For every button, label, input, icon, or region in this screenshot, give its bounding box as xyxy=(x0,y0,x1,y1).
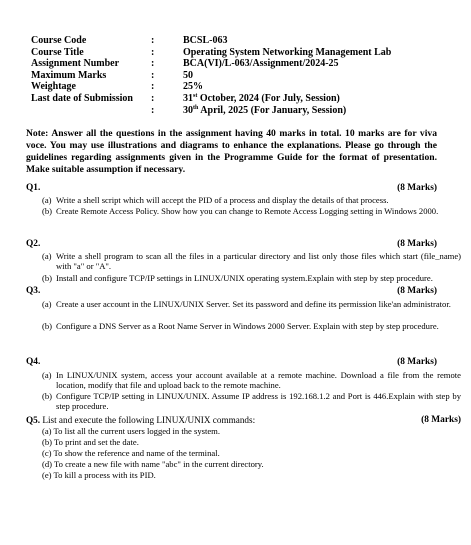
question-5-title: List and execute the following LINUX/UNIX commands: xyxy=(42,415,256,425)
question-5a: (a) To list all the current users logged in the system. xyxy=(42,426,220,436)
course-code-label: Course Code xyxy=(31,35,87,46)
assignment-number-value: BCA(VI)/L-063/Assignment/2024-25 xyxy=(183,58,339,70)
colon: : xyxy=(151,104,155,116)
question-number: Q2. xyxy=(26,239,41,249)
question-marks: (8 Marks) xyxy=(397,183,437,193)
question-marks: (8 Marks) xyxy=(421,415,461,425)
maximum-marks-row xyxy=(31,70,451,82)
question-4a xyxy=(42,370,461,391)
part-label: (a) xyxy=(42,299,52,309)
instructions-note: Note: Answer all the questions in the assignment having 40 marks in total. 10 marks are for viva voce. You may use illustrations and diagrams to enhance the explanations. Please go through the guidelines regarding assignments given in the Programme Guide for the format of presentation. Make suitable assumption if necessary. xyxy=(26,128,437,175)
question-marks: (8 Marks) xyxy=(397,239,437,249)
colon: : xyxy=(151,58,155,70)
course-code-row xyxy=(31,35,451,47)
part-text: Create Remote Access Policy. Show how you can change to Remote Access Logging setting in Windows 2000. xyxy=(56,206,439,216)
assignment-number-row xyxy=(31,58,451,70)
question-5e: (e) To kill a process with its PID. xyxy=(42,470,156,480)
course-title-label: Course Title xyxy=(31,46,84,58)
submission-date-january: 30th April, 2025 (For January, Session) xyxy=(183,104,347,116)
question-number: Q4. xyxy=(26,357,41,367)
question-number: Q3. xyxy=(26,286,41,296)
part-label: (a) xyxy=(42,251,52,261)
question-number: Q5. xyxy=(26,415,41,425)
question-5-header xyxy=(26,415,255,425)
maximum-marks-label: Maximum Marks xyxy=(31,69,107,81)
question-marks: (8 Marks) xyxy=(397,357,437,367)
part-label: (b) xyxy=(42,321,53,331)
part-text: Configure a DNS Server as a Root Name Server in Windows 2000 Server. Explain with step by step procedure. xyxy=(56,321,439,331)
part-text: In LINUX/UNIX system, access your account available at a remote machine. Download a file from the remote location, modify that file and upload back to the remote machine. xyxy=(56,370,461,391)
course-code-value: BCSL-063 xyxy=(183,35,228,46)
colon: : xyxy=(151,92,155,104)
colon: : xyxy=(151,35,155,46)
part-text: Install and configure TCP/IP settings in LINUX/UNIX operating system.Explain with step by step procedure. xyxy=(56,273,433,283)
part-label: (b) xyxy=(42,391,53,401)
submission-date-july: 31st October, 2024 (For July, Session) xyxy=(183,92,340,104)
colon: : xyxy=(151,46,155,58)
part-label: (a) xyxy=(42,195,52,205)
colon: : xyxy=(151,69,155,81)
course-title-row xyxy=(31,47,451,59)
part-text: Write a shell program to scan all the files in a particular directory and list only those files which start (file_name) with "a" or "A". xyxy=(56,251,461,272)
question-2b xyxy=(42,273,461,283)
question-4-header xyxy=(26,357,437,369)
question-1-header xyxy=(26,183,437,195)
part-text: Create a user account in the LINUX/UNIX Server. Set its password and define its permission like'an administrator. xyxy=(56,299,451,309)
question-3a xyxy=(42,299,461,309)
part-label: (b) xyxy=(42,206,53,216)
part-text: Configure TCP/IP setting in LINUX/UNIX. Assume IP address is 192.168.1.2 and Port is 446.Explain with step by step procedure. xyxy=(56,391,461,412)
weightage-value: 25% xyxy=(183,81,203,93)
colon: : xyxy=(151,81,155,93)
question-2-header xyxy=(26,239,437,251)
question-5b: (b) To print and set the date. xyxy=(42,437,139,447)
course-title-value: Operating System Networking Management Lab xyxy=(183,46,392,58)
submission-date-label: Last date of Submission xyxy=(31,92,133,104)
question-1b xyxy=(42,206,461,216)
part-label: (b) xyxy=(42,273,53,283)
weightage-label: Weightage xyxy=(31,81,76,93)
maximum-marks-value: 50 xyxy=(183,69,193,81)
submission-date-row xyxy=(31,93,451,105)
question-1a xyxy=(42,195,461,205)
question-5d: (d) To create a new file with name "abc" in the current directory. xyxy=(42,459,264,469)
weightage-row xyxy=(31,81,451,93)
question-3-header xyxy=(26,286,437,298)
assignment-details xyxy=(31,35,451,116)
question-4b xyxy=(42,391,461,412)
question-2a xyxy=(42,251,461,272)
question-5c: (c) To show the reference and name of the terminal. xyxy=(42,448,220,458)
question-number: Q1. xyxy=(26,183,41,193)
question-3b xyxy=(42,321,461,331)
assignment-number-label: Assignment Number xyxy=(31,58,120,70)
submission-date-row-2 xyxy=(31,105,451,117)
question-marks: (8 Marks) xyxy=(397,286,437,296)
part-label: (a) xyxy=(42,370,52,380)
part-text: Write a shell script which will accept the PID of a process and display the details of that process. xyxy=(56,195,389,205)
